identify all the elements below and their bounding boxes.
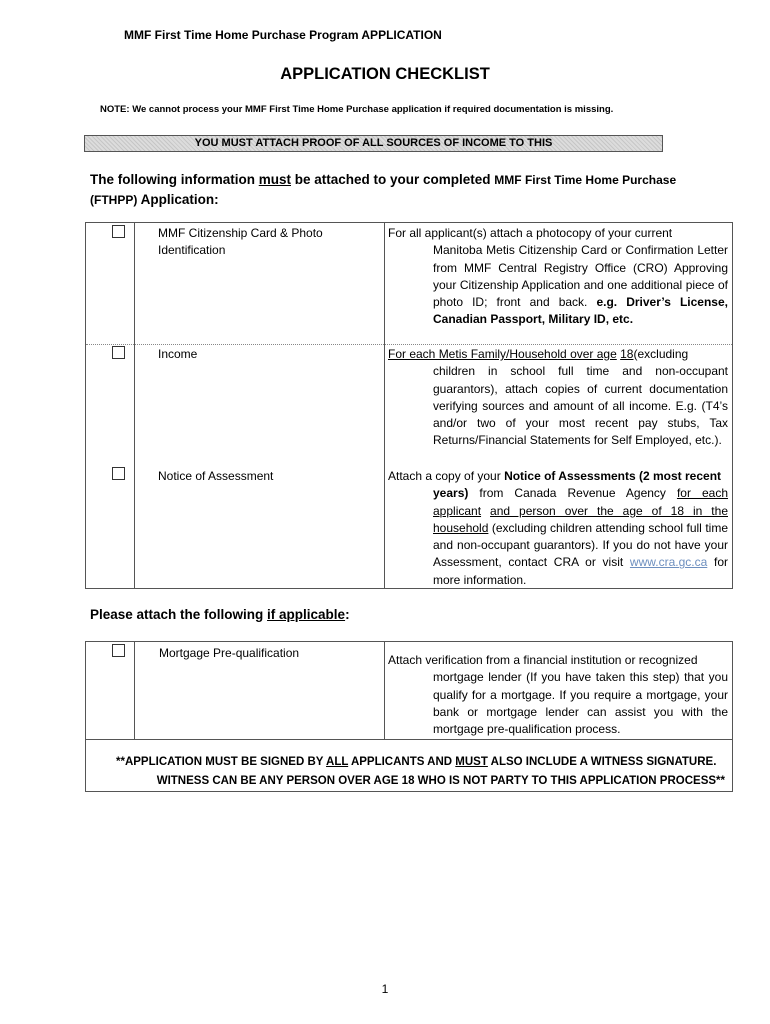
page-title: APPLICATION CHECKLIST — [280, 65, 490, 83]
optional-heading: Please attach the following if applicable: — [90, 607, 350, 622]
citizenship-card-label: MMF Citizenship Card & Photo Identification — [158, 226, 323, 257]
program-title: MMF First Time Home Purchase Program APPLICATION — [124, 28, 442, 42]
income-description: For each Metis Family/Household over age 18(excluding children in school full time and non-occupant guarantors), attach copies of current documentation verifying sources and amount of all income. E.g. (T4’s and/or two of your most recent pay stubs, Tax Returns/Financial Statements for Self Employed, etc.). — [388, 347, 728, 448]
note-text: NOTE: We cannot process your MMF First Time Home Purchase application if required documentation is missing. — [100, 104, 614, 115]
signature-requirement-note: **APPLICATION MUST BE SIGNED BY ALL APPLICANTS AND MUST ALSO INCLUDE A WITNESS SIGNATURE. WITNESS CAN BE ANY PERSON OVER AGE 18 WHO IS NOT PARTY TO THIS APPLICATION PROCESS** — [116, 756, 725, 787]
cra-website-link[interactable]: www.cra.gc.ca — [629, 555, 708, 570]
income-proof-banner: YOU MUST ATTACH PROOF OF ALL SOURCES OF INCOME TO THIS — [84, 135, 663, 152]
mortgage-prequalification-description: Attach verification from a financial institution or recognized mortgage lender (If you have taken this step) that you qualify for a mortgage. If you require a mortgage, your bank or mortgage lender can assist you with the mortgage pre-qualification process. — [388, 653, 728, 737]
required-intro: The following information must be attached to your completed MMF First Time Home Purchase (FTHPP) Application: — [90, 172, 677, 207]
page-number: 1 — [381, 982, 389, 996]
income-label: Income — [158, 347, 198, 361]
mortgage-prequalification-checkbox[interactable] — [112, 644, 125, 657]
notice-of-assessment-description: Attach a copy of your Notice of Assessments (2 most recent years) from Canada Revenue Agency for each applicant and person over the age of 18 in the household (excluding children attending school full time and non-occupant guarantors). If you do not have your Assessment, contact CRA or visit www.cra.gc.ca for more information. — [388, 469, 729, 587]
citizenship-card-description: For all applicant(s) attach a photocopy of your current Manitoba Metis Citizenship Card or Confirmation Letter from MMF Central Registry Office (CRO) Approving your Citizenship Application and one additional piece of photo ID; front and back. e.g. Driver’s License, Canadian Passport, Military ID, etc. — [388, 226, 728, 327]
notice-of-assessment-label: Notice of Assessment — [158, 469, 274, 483]
income-checkbox[interactable] — [112, 346, 125, 359]
required-documents-table — [85, 222, 733, 589]
mortgage-prequalification-label: Mortgage Pre-qualification — [159, 646, 300, 660]
notice-of-assessment-checkbox[interactable] — [112, 467, 125, 480]
citizenship-card-checkbox[interactable] — [112, 225, 125, 238]
